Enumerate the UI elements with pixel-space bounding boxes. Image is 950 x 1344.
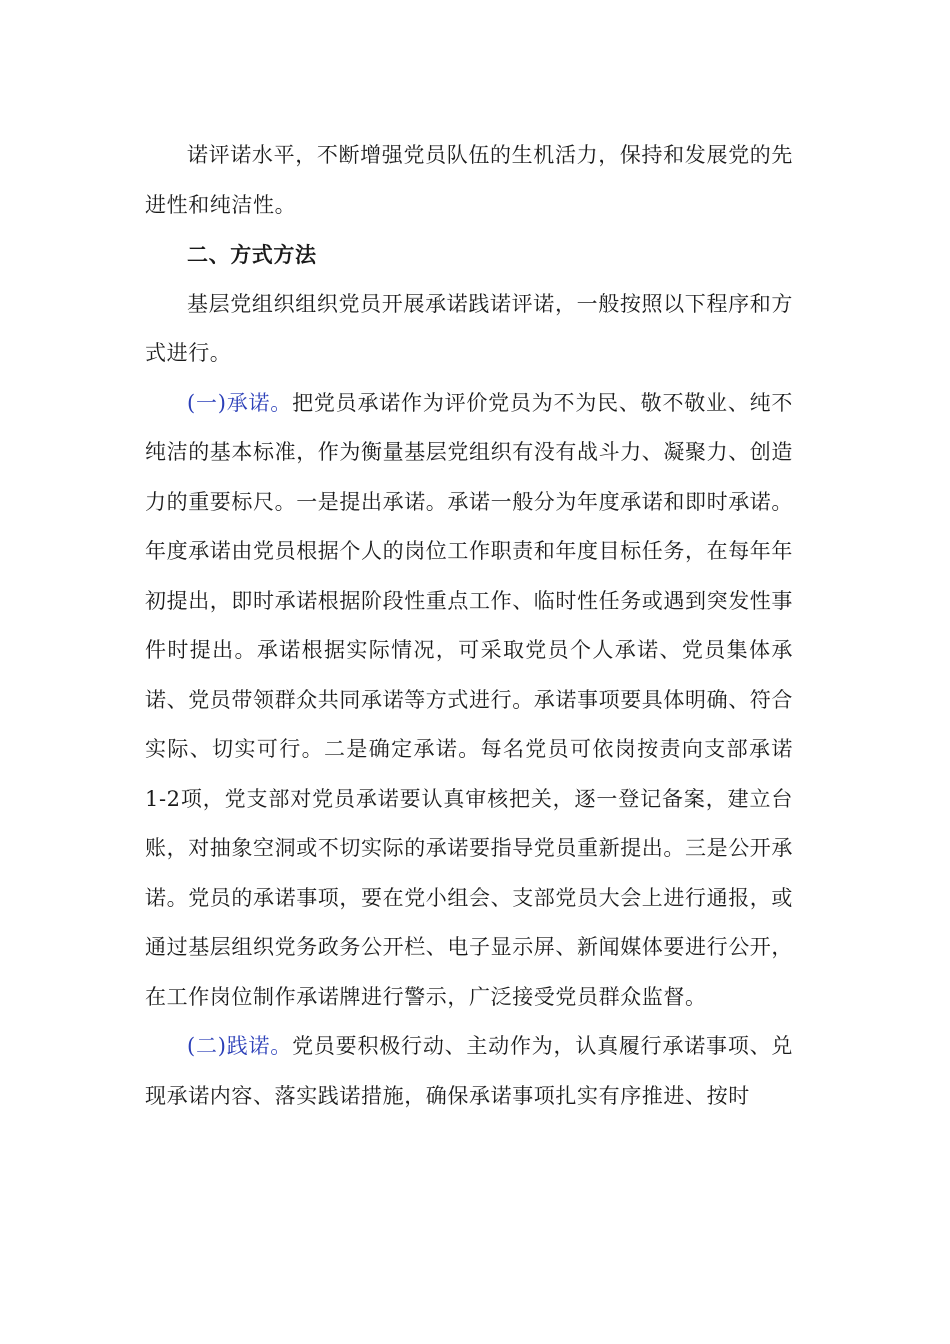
paragraph-promise <box>145 379 793 1023</box>
paragraph-intro: 基层党组织组织党员开展承诺践诺评诺，一般按照以下程序和方式进行。 <box>145 291 793 365</box>
section-heading: 二、方式方法 <box>187 242 317 267</box>
paragraph-continuation: 诺评诺水平，不断增强党员队伍的生机活力，保持和发展党的先进性和纯洁性。 <box>145 143 793 217</box>
document-body <box>145 131 793 1121</box>
paragraph-fulfill <box>145 1022 793 1121</box>
paragraph-fulfill-text: 党员要积极行动、主动作为，认真履行承诺事项、兑现承诺内容、落实践诺措施，确保承诺事项扎实有序推进、按时 <box>145 1034 793 1108</box>
paragraph-promise-text: 把党员承诺作为评价党员为不为民、敬不敬业、纯不纯洁的基本标准，作为衡量基层党组织有没有战斗力、凝聚力、创造力的重要标尺。一是提出承诺。承诺一般分为年度承诺和即时承诺。年度承诺由党员根据个人的岗位工作职责和年度目标任务，在每年年初提出，即时承诺根据阶段性重点工作、临时性任务或遇到突发性事件时提出。承诺根据实际情况，可采取党员个人承诺、党员集体承诺、党员带领群众共同承诺等方式进行。承诺事项要具体明确、符合实际、切实可行。二是确定承诺。每名党员可依岗按责向支部承诺1-2项，党支部对党员承诺要认真审核把关，逐一登记备案，建立台账，对抽象空洞或不切实际的承诺要指导党员重新提出。三是公开承诺。党员的承诺事项，要在党小组会、支部党员大会上进行通报，或通过基层组织党务政务公开栏、电子显示屏、新闻媒体要进行公开，在工作岗位制作承诺牌进行警示，广泛接受党员群众监督。 <box>145 390 793 1009</box>
subsection-label-promise: (一)承诺。 <box>187 390 293 415</box>
subsection-label-fulfill: (二)践诺。 <box>187 1034 293 1058</box>
